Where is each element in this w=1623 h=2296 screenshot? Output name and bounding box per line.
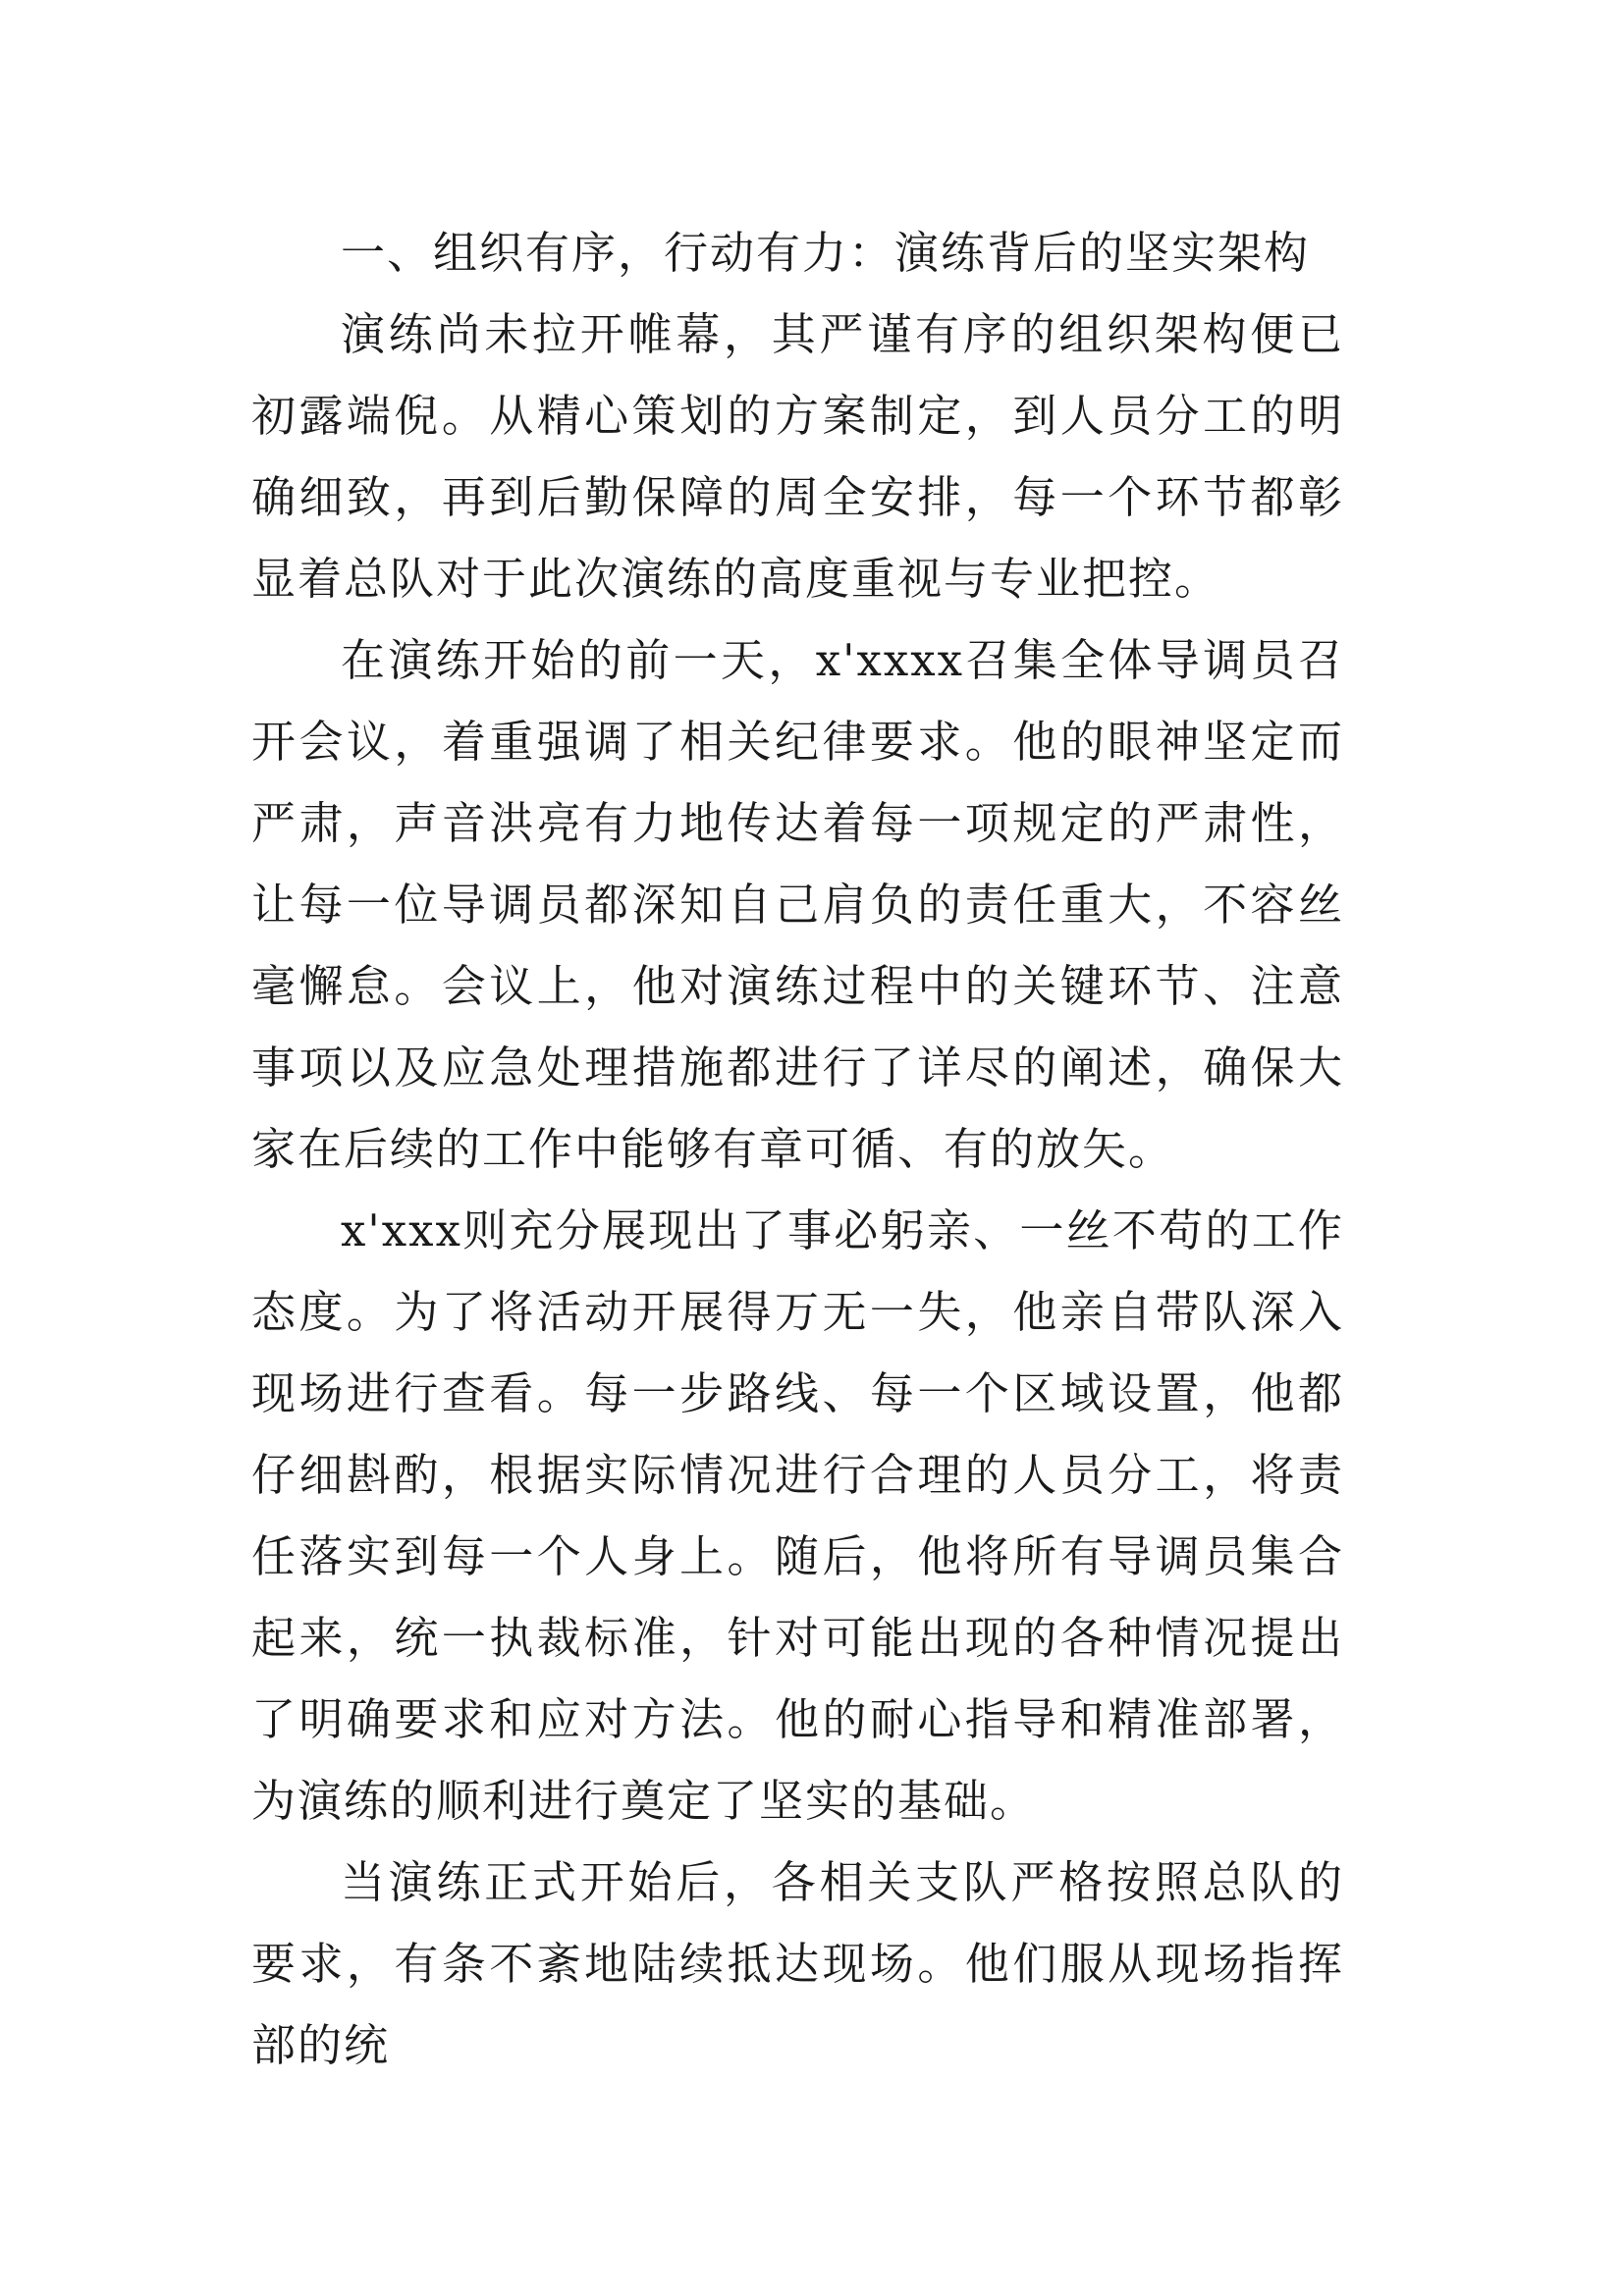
paragraph-organization: 演练尚未拉开帷幕，其严谨有序的组织架构便已初露端倪。从精心策划的方案制定，到人员分工的明确细致，再到后勤保障的周全安排，每一个环节都彰显着总队对于此次演练的高度重视与专业把控。: [251, 308, 1344, 605]
paragraph-field-inspection: x'xxx则充分展现出了事必躬亲、一丝不苟的工作态度。为了将活动开展得万无一失，他亲自带队深入现场进行查看。每一步路线、每一个区域设置，他都仔细斟酌，根据实际情况进行合理的人员分工，将责任落实到每一个人身上。随后，他将所有导调员集合起来，统一执裁标准，针对可能出现的各种情况提出了明确要求和应对方法。他的耐心指导和精准部署，为演练的顺利进行奠定了坚实的基础。: [251, 1204, 1344, 1827]
section-heading: 一、组织有序，行动有力：演练背后的坚实架构: [341, 227, 1311, 279]
document-page: [251, 212, 1344, 2086]
paragraph-meeting: 在演练开始的前一天，x'xxxx召集全体导调员召开会议，着重强调了相关纪律要求。他的眼神坚定而严肃，声音洪亮有力地传达着每一项规定的严肃性，让每一位导调员都深知自己肩负的责任重大，不容丝毫懈怠。会议上，他对演练过程中的关键环节、注意事项以及应急处理措施都进行了详尽的阐述，确保大家在后续的工作中能够有章可循、有的放矢。: [251, 634, 1344, 1175]
paragraph-drill-start: 当演练正式开始后，各相关支队严格按照总队的要求，有条不紊地陆续抵达现场。他们服从现场指挥部的统: [251, 1856, 1344, 2071]
